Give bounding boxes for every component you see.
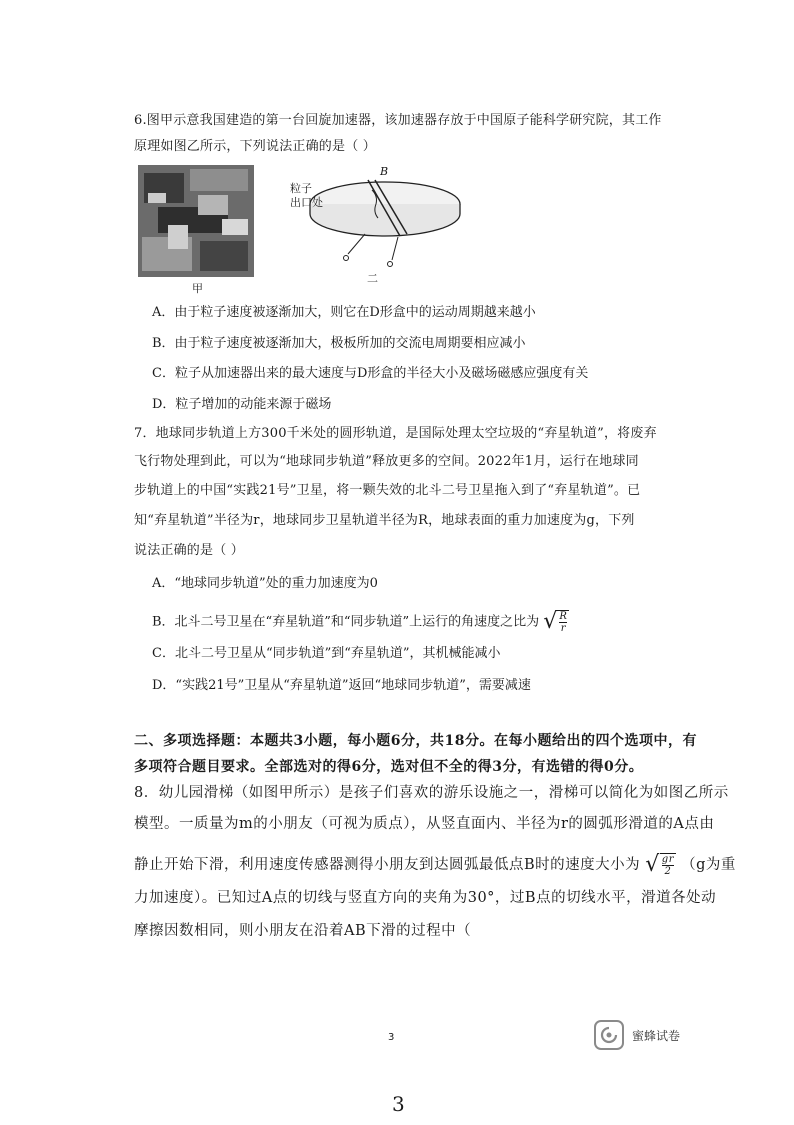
q7-stem-line3: 步轨道上的中国“实践21号”卫星，将一颗失效的北斗二号卫星拖入到了“弃星轨道”。已: [134, 483, 641, 498]
section2-header-line2: 多项符合题目要求。全部选对的得6分，选对但不全的得3分，有选错的得0分。: [134, 759, 644, 775]
q8-stem-line4: 力加速度）。已知过A点的切线与竖直方向的夹角为30°，过B点的切线水平，滑道各处动: [134, 890, 717, 906]
q7-stem-line5: 说法正确的是（ ）: [134, 543, 244, 558]
q7-stem-line2: 飞行物处理到此，可以为“地球同步轨道”释放更多的空间。2022年1月，运行在地球同: [134, 454, 639, 469]
section2-header-line1: 二、多项选择题：本题共3小题，每小题6分，共18分。在每小题给出的四个选项中，有: [134, 733, 697, 749]
figure-yi-label: 二: [367, 272, 378, 285]
q8-stem-line3a: 静止开始下滑，利用速度传感器测得小朋友到达圆弧最低点B时的速度大小为: [134, 857, 641, 873]
q8-stem-line3b: （g为重: [681, 857, 736, 873]
q7-stem-line1: 7．地球同步轨道上方300千米处的圆形轨道，是国际处理太空垃圾的“弃星轨道”，将废弃: [134, 426, 657, 441]
q8-stem-line1: 8．幼儿园滑梯（如图甲所示）是孩子们喜欢的游乐设施之一，滑梯可以简化为如图乙所示: [134, 785, 729, 801]
q8-sqrt-numerator: gr: [661, 854, 674, 865]
q8-sqrt-denominator: 2: [664, 866, 672, 877]
q8-speed-sqrt: √ $\frac{gr}{2}$: [645, 852, 674, 877]
figure-yi-B-label: B: [380, 165, 389, 178]
q7-option-b-text: B．北斗二号卫星在“弃星轨道”和“同步轨道”上运行的角速度之比为: [152, 614, 540, 630]
q6-option-c: C．粒子从加速器出来的最大速度与D形盒的半径大小及磁场磁感应强度有关: [152, 366, 589, 381]
q7-option-c: C．北斗二号卫星从“同步轨道”到“弃星轨道”，其机械能减小: [152, 646, 501, 661]
q6-stem-line2: 原理如图乙所示，下列说法正确的是（ ）: [134, 139, 376, 154]
page-number-small: 3: [388, 1032, 395, 1043]
brand-watermark: [594, 1020, 680, 1050]
brand-name: 蜜蜂试卷: [632, 1028, 681, 1043]
q7-option-b: [152, 610, 569, 634]
page-number-large: 3: [392, 1092, 405, 1116]
q7-stem-line4: 知“弃星轨道”半径为r，地球同步卫星轨道半径为R，地球表面的重力加速度为g，下列: [134, 513, 635, 528]
q8-stem-line2: 模型。一质量为m的小朋友（可视为质点），从竖直面内、半径为r的圆弧形滑道的A点由: [134, 816, 715, 832]
q6-stem-line1: 6.图甲示意我国建造的第一台回旋加速器，该加速器存放于中国原子能科学研究院，其工作: [134, 113, 662, 128]
q8-stem-line3: [134, 853, 736, 877]
q6-option-d: D．粒子增加的动能来源于磁场: [152, 397, 332, 412]
figure-yi-outlet-label: 粒子 出口处: [290, 182, 323, 209]
q8-stem-line5: 摩擦因数相同，则小朋友在沿着AB下滑的过程中（: [134, 923, 472, 939]
q7-option-d: D．“实践21号”卫星从“弃星轨道”返回“地球同步轨道”，需要减速: [152, 678, 531, 693]
q7-optb-numerator: R: [559, 611, 567, 622]
q7-option-b-sqrt: √ $\frac{R}{r}$: [543, 609, 567, 634]
brand-logo-icon: [594, 1020, 624, 1050]
q6-option-a: A．由于粒子速度被逐渐加大，则它在D形盒中的运动周期越来越小: [152, 305, 536, 320]
figure-jia-label: 甲: [192, 282, 203, 295]
figure-yi-cyclotron-diagram: [280, 162, 465, 287]
q7-option-a: A．“地球同步轨道”处的重力加速度为0: [152, 576, 378, 591]
q6-option-b: B．由于粒子速度被逐渐加大，极板所加的交流电周期要相应减小: [152, 336, 526, 351]
q7-optb-denominator: r: [560, 623, 566, 634]
figure-jia-photo: [138, 165, 254, 277]
